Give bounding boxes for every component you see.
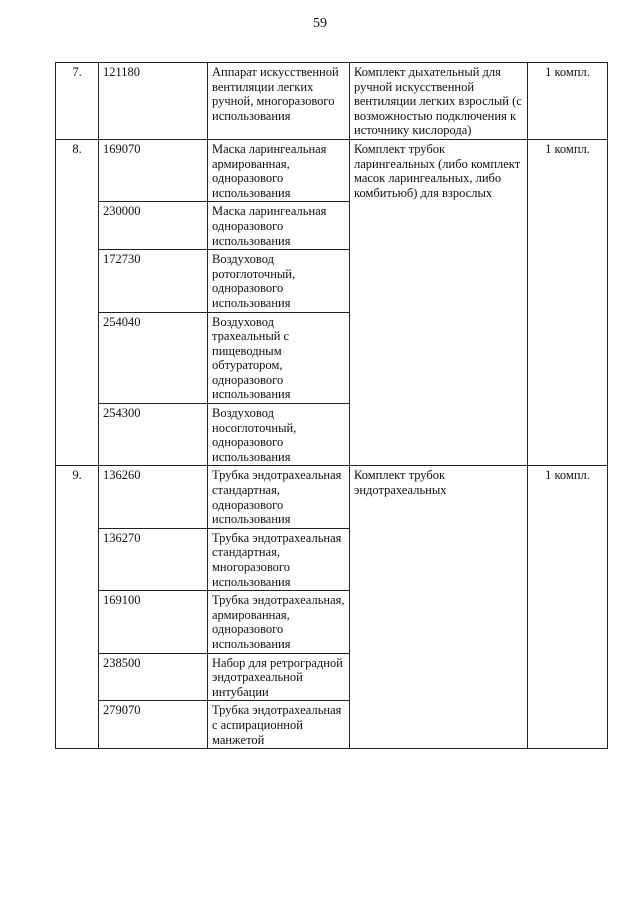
item-code: 254040 <box>99 312 208 404</box>
item-name: Трубка эндотрахеальная с аспирационной манжетой <box>208 701 350 749</box>
item-code: 136270 <box>99 528 208 590</box>
item-code: 169100 <box>99 591 208 653</box>
table-row <box>56 63 608 140</box>
quantity: 1 компл. <box>528 466 608 749</box>
item-code: 169070 <box>99 139 208 201</box>
set-name: Комплект дыхательный для ручной искусственной вентиляции легких взрослый (с возможностью подключения к источнику кислорода) <box>350 63 528 140</box>
row-number: 9. <box>56 466 99 749</box>
item-name: Аппарат искусственной вентиляции легких ручной, многоразового использования <box>208 63 350 140</box>
item-name: Воздуховод ротоглоточный, одноразового использования <box>208 250 350 312</box>
quantity: 1 компл. <box>528 139 608 465</box>
item-name: Трубка эндотрахеальная стандартная, одноразового использования <box>208 466 350 528</box>
item-code: 279070 <box>99 701 208 749</box>
item-code: 121180 <box>99 63 208 140</box>
item-name: Воздуховод трахеальный с пищеводным обтуратором, одноразового использования <box>208 312 350 404</box>
quantity: 1 компл. <box>528 63 608 140</box>
set-name: Комплект трубок ларингеальных (либо комплект масок ларингеальных, либо комбитьюб) для взрослых <box>350 139 528 465</box>
item-name: Воздуховод носоглоточный, одноразового использования <box>208 404 350 466</box>
item-code: 230000 <box>99 202 208 250</box>
row-number: 8. <box>56 139 99 465</box>
item-name: Маска ларингеальная армированная, одноразового использования <box>208 139 350 201</box>
set-name: Комплект трубок эндотрахеальных <box>350 466 528 749</box>
item-code: 254300 <box>99 404 208 466</box>
item-name: Трубка эндотрахеальная стандартная, многоразового использования <box>208 528 350 590</box>
item-code: 238500 <box>99 653 208 701</box>
equipment-table <box>55 62 608 749</box>
item-code: 172730 <box>99 250 208 312</box>
table-row <box>56 466 608 528</box>
table-row <box>56 139 608 201</box>
item-code: 136260 <box>99 466 208 528</box>
page-number: 59 <box>313 16 327 31</box>
item-name: Набор для ретроградной эндотрахеальной интубации <box>208 653 350 701</box>
item-name: Трубка эндотрахеальная, армированная, одноразового использования <box>208 591 350 653</box>
item-name: Маска ларингеальная одноразового использования <box>208 202 350 250</box>
row-number: 7. <box>56 63 99 140</box>
